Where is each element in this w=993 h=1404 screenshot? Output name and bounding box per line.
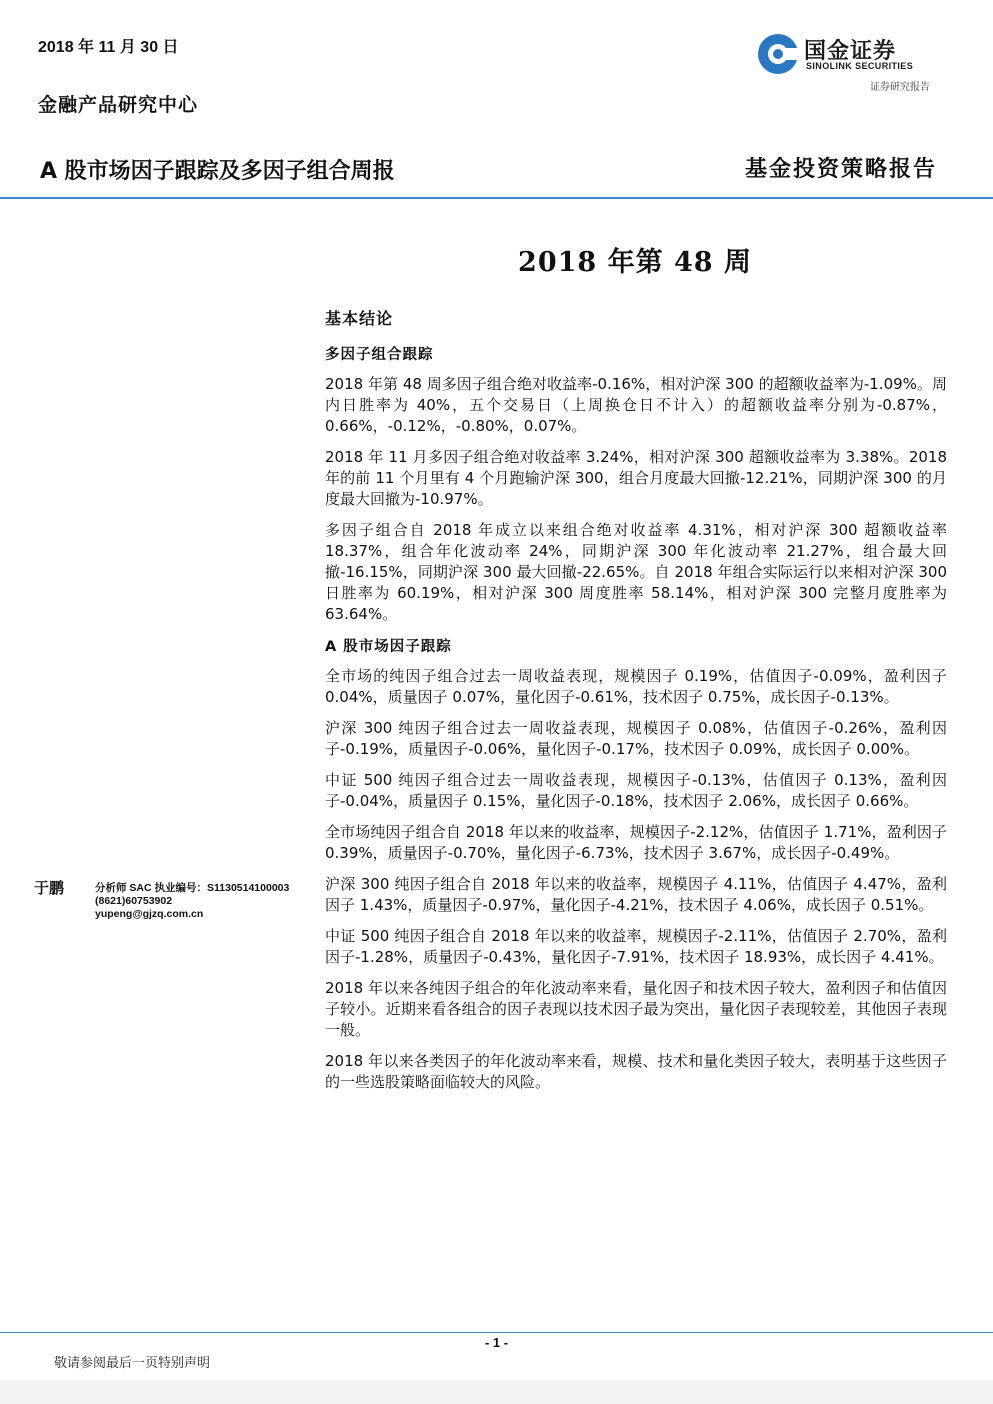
analyst-phone: (8621)60753902 xyxy=(95,895,173,907)
footer-band xyxy=(0,1380,993,1404)
paragraph: 中证 500 纯因子组合自 2018 年以来的收益率，规模因子-2.11%，估值因子 2.70%，盈利因子-1.28%，质量因子-0.43%，量化因子-7.91%，技术因子 18.93%，成长因子 4.41%。 xyxy=(325,927,947,966)
main-content xyxy=(325,306,947,1103)
paragraph: 2018 年以来各纯因子组合的年化波动率来看，量化因子和技术因子较大，盈利因子和估值因子较小。近期来看各组合的因子表现以技术因子最为突出，量化因子表现较差，其他因子表现一般。 xyxy=(325,979,947,1039)
section-title: 基本结论 xyxy=(325,309,394,328)
disclaimer-note: 敬请参阅最后一页特别声明 xyxy=(54,1356,211,1371)
paragraph: 多因子组合自 2018 年成立以来组合绝对收益率 4.31%，相对沪深 300 超额收益率 18.37%，组合年化波动率 24%，同期沪深 300 年化波动率 21.27%，组合最大回撤-16.15%，同期沪深 300 最大回撤-22.65%。自 2018 年组合实际运行以来相对沪深 300 日胜率为 60.19%，相对沪深 300 周度胜率 58.14%，相对沪深 300 完整月度胜率为 63.64%。 xyxy=(325,521,947,623)
paragraph: 沪深 300 纯因子组合自 2018 年以来的收益率，规模因子 4.11%，估值因子 4.47%，盈利因子 1.43%，质量因子-0.97%，量化因子-4.21%，技术因子 4.06%，成长因子 0.51%。 xyxy=(325,875,947,914)
footer-divider xyxy=(0,1332,993,1333)
paragraph: 中证 500 纯因子组合过去一周收益表现，规模因子-0.13%，估值因子 0.13%，盈利因子-0.04%，质量因子 0.15%，量化因子-0.18%，技术因子 2.06%，成长因子 0.66%。 xyxy=(325,771,947,810)
paragraph: 沪深 300 纯因子组合过去一周收益表现，规模因子 0.08%，估值因子-0.26%，盈利因子-0.19%，质量因子-0.06%，量化因子-0.17%，技术因子 0.09%，成长因子 0.00%。 xyxy=(325,719,947,758)
analyst-sac-number: 分析师 SAC 执业编号：S1130514100003 xyxy=(95,882,290,894)
analyst-contact xyxy=(95,882,289,921)
research-center-name: 金融产品研究中心 xyxy=(38,94,199,116)
paragraph: 2018 年第 48 周多因子组合绝对收益率-0.16%，相对沪深 300 的超额收益率为-1.09%。周内日胜率为 40%，五个交易日（上周换仓日不计入）的超额收益率分别为-0.87%，0.66%，-0.12%，-0.80%，0.07%。 xyxy=(325,375,947,435)
paragraph: 2018 年以来各类因子的年化波动率来看，规模、技术和量化类因子较大，表明基于这些因子的一些选股策略面临较大的风险。 xyxy=(325,1052,947,1091)
report-date: 2018 年 11 月 30 日 xyxy=(38,39,179,56)
paragraph: 全市场的纯因子组合过去一周收益表现，规模因子 0.19%，估值因子-0.09%，盈利因子 0.04%，质量因子 0.07%，量化因子-0.61%，技术因子 0.75%，成长因子-0.13%。 xyxy=(325,667,947,706)
paragraph: 全市场纯因子组合自 2018 年以来的收益率，规模因子-2.12%，估值因子 1.71%，盈利因子 0.39%，质量因子-0.70%，量化因子-6.73%，技术因子 3.67%，成长因子-0.49%。 xyxy=(325,823,947,862)
report-type: 基金投资策略报告 xyxy=(744,156,937,182)
week-title: 2018 年第 48 周 xyxy=(518,247,752,278)
report-category-label: 证券研究报告 xyxy=(870,82,930,93)
analyst-name: 于鹏 xyxy=(34,879,65,897)
company-logo xyxy=(756,32,946,80)
paragraph: 2018 年 11 月多因子组合绝对收益率 3.24%，相对沪深 300 超额收益率为 3.38%。2018 年的前 11 个月里有 4 个月跑输沪深 300，组合月度最大回撤-12.21%，同期沪深 300 的月度最大回撤为-10.97%。 xyxy=(325,448,947,508)
logo-name-cn: 国金证券 xyxy=(804,39,897,64)
subsection-title-portfolio: 多因子组合跟踪 xyxy=(325,346,434,363)
page-number: - 1 - xyxy=(484,1335,509,1350)
header-divider xyxy=(0,197,993,199)
subsection-title-factors: A 股市场因子跟踪 xyxy=(325,639,452,655)
analyst-email: yupeng@gjzq.com.cn xyxy=(95,908,204,920)
report-title: A 股市场因子跟踪及多因子组合周报 xyxy=(40,159,395,184)
sinolink-logo-icon xyxy=(756,32,800,76)
logo-name-en: SINOLINK SECURITIES xyxy=(806,61,914,71)
